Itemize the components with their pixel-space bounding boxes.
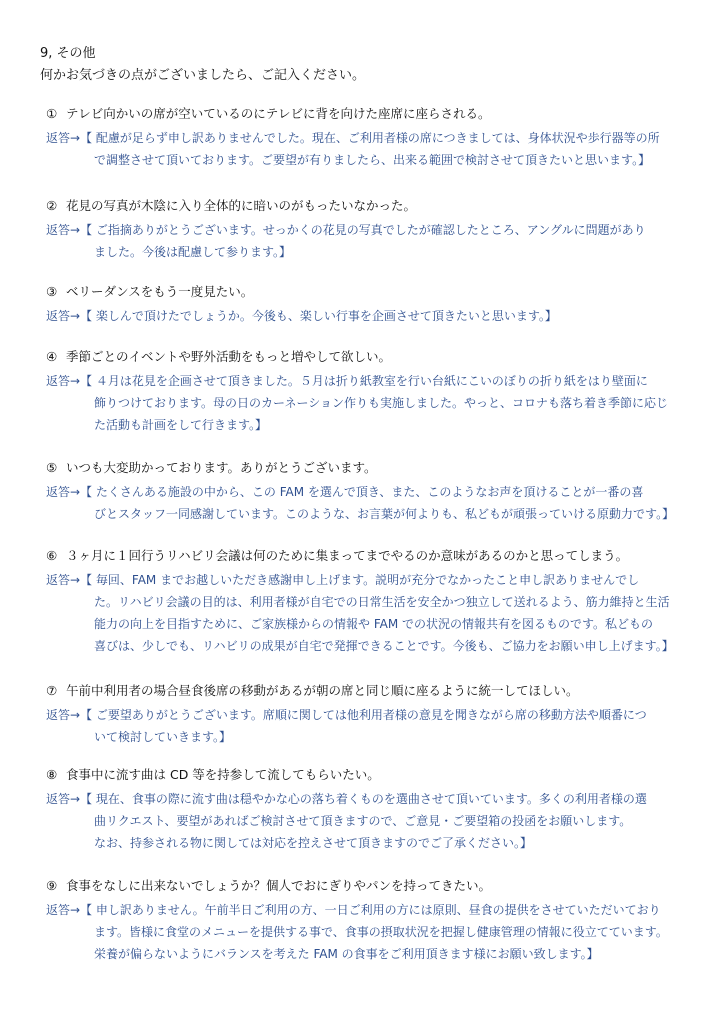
answer-line xyxy=(46,127,686,149)
answer-line xyxy=(46,788,686,810)
answer-line xyxy=(46,414,686,436)
question-text: 季節ごとのイベントや野外活動をもっと増やして欲しい。 xyxy=(66,349,392,364)
answer-text: ます。皆様に食堂のメニューを提供する事で、食事の摂取状況を把握し健康管理の情報に役立てています。 xyxy=(94,925,668,939)
feedback-question xyxy=(46,106,491,122)
question-number: ⑦ xyxy=(46,683,58,698)
answer-text: ました。今後は配慮して参ります。】 xyxy=(94,245,292,259)
answer-text: 栄養が偏らないようにバランスを考えた FAM の食事をご利用頂きます様にお願い致します。】 xyxy=(94,947,599,961)
answer-text: 楽しんで頂けたでしょうか。今後も、楽しい行事を企画させて頂きたいと思います。】 xyxy=(95,309,557,323)
feedback-question xyxy=(46,548,628,564)
feedback-answer xyxy=(46,481,686,525)
answer-text: 曲リクエスト、要望があればご検討させて頂きますので、ご意見・ご要望箱の投函をお願いします。 xyxy=(94,814,632,828)
feedback-answer xyxy=(46,788,686,854)
answer-line xyxy=(46,481,686,503)
answer-line xyxy=(46,943,686,965)
answer-text: 飾りつけております。母の日のカーネーション作りも実施しました。やっと、コロナも落ち着き季節に応じ xyxy=(94,396,668,410)
answer-label: 返答→【 xyxy=(46,903,93,917)
feedback-answer xyxy=(46,899,686,965)
answer-line xyxy=(46,503,686,525)
feedback-question xyxy=(46,198,416,214)
feedback-question xyxy=(46,878,491,894)
question-text: 食事中に流す曲は CD 等を持参して流してもらいたい。 xyxy=(66,767,380,782)
question-text: いつも大変助かっております。ありがとうございます。 xyxy=(66,460,377,475)
answer-line xyxy=(46,149,686,171)
answer-text: たくさんある施設の中から、この FAM を選んで頂き、また、このようなお声を頂けることが一番の喜 xyxy=(95,485,644,499)
question-text: ３ヶ月に１回行うリハビリ会議は何のために集まってまでやるのか意味があるのかと思ってしまう。 xyxy=(66,548,629,563)
question-number: ⑥ xyxy=(46,548,58,563)
answer-line xyxy=(46,810,686,832)
feedback-question xyxy=(46,349,391,365)
answer-line xyxy=(46,219,686,241)
answer-line xyxy=(46,370,686,392)
answer-text: ご指摘ありがとうございます。せっかくの花見の写真でしたが確認したところ、アングルに問題があり xyxy=(95,223,646,237)
question-number: ⑧ xyxy=(46,767,58,782)
answer-line xyxy=(46,613,686,635)
question-number: ④ xyxy=(46,349,58,364)
answer-line xyxy=(46,241,686,263)
answer-text: 喜びは、少しでも、リハビリの成果が自宅で発揮できることです。今後も、ご協力をお願い申し上げます。】 xyxy=(94,639,674,653)
feedback-answer xyxy=(46,569,686,657)
answer-text: 能力の向上を目指すために、ご家族様からの情報や FAM での状況の情報共有を図るものです。私どもの xyxy=(94,617,654,631)
answer-text: 申し訳ありません。午前半日ご利用の方、一日ご利用の方には原則、昼食の提供をさせていただいており xyxy=(95,903,661,917)
feedback-answer xyxy=(46,305,686,327)
question-text: ベリーダンスをもう一度見たい。 xyxy=(66,284,254,299)
answer-line xyxy=(46,591,686,613)
answer-label: 返答→【 xyxy=(46,309,93,323)
feedback-question xyxy=(46,284,253,300)
question-text: 花見の写真が木陰に入り全体的に暗いのがもったいなかった。 xyxy=(66,198,417,213)
feedback-answer xyxy=(46,704,686,748)
answer-text: ４月は花見を企画させて頂きました。５月は折り紙教室を行い台紙にこいのぼりの折り紙をはり壁面に xyxy=(95,374,648,388)
answer-text: びとスタッフ一同感謝しています。このような、お言葉が何よりも、私どもが頑張っていける原動力です。】 xyxy=(94,507,675,521)
question-number: ① xyxy=(46,106,58,121)
answer-line xyxy=(46,704,686,726)
answer-text: 配慮が足らず申し訳ありませんでした。現在、ご利用者様の席につきましては、身体状況や歩行器等の所 xyxy=(95,131,660,145)
feedback-answer xyxy=(46,370,686,436)
answer-line xyxy=(46,726,686,748)
answer-line xyxy=(46,899,686,921)
feedback-question xyxy=(46,767,380,783)
answer-text: ご要望ありがとうございます。席順に関しては他利用者様の意見を聞きながら席の移動方法や順番につ xyxy=(95,708,647,722)
answer-line xyxy=(46,392,686,414)
question-number: ⑨ xyxy=(46,878,58,893)
feedback-question xyxy=(46,683,579,699)
answer-text: 毎回、FAM までお越しいただき感謝申し上げます。説明が充分でなかったこと申し訳ありませんでし xyxy=(95,573,640,587)
answer-label: 返答→【 xyxy=(46,131,93,145)
answer-text: た活動も計画をして行きます。】 xyxy=(94,418,268,432)
answer-text: なお、持参される物に関しては対応を控えさせて頂きますのでご了承ください。】 xyxy=(94,836,533,850)
answer-line xyxy=(46,569,686,591)
answer-text: 現在、食事の際に流す曲は穏やかな心の落ち着くものを選曲させて頂いています。多くの利用者様の選 xyxy=(95,792,647,806)
answer-label: 返答→【 xyxy=(46,223,93,237)
question-text: 午前中利用者の場合昼食後席の移動があるが朝の席と同じ順に座るように統一してほしい。 xyxy=(66,683,579,698)
feedback-answer xyxy=(46,219,686,263)
question-number: ② xyxy=(46,198,58,213)
question-text: 食事をなしに出来ないでしょうか？個人でおにぎりやパンを持ってきたい。 xyxy=(66,878,492,893)
answer-text: た。リハビリ会議の目的は、利用者様が自宅での日常生活を安全かつ独立して送れるよう、筋力維持と生活 xyxy=(94,595,670,609)
answer-label: 返答→【 xyxy=(46,792,93,806)
section-title: 9, その他 xyxy=(40,46,96,61)
answer-line xyxy=(46,921,686,943)
question-number: ③ xyxy=(46,284,58,299)
section-intro: 何かお気づきの点がございましたら、ご記入ください。 xyxy=(40,68,366,83)
feedback-answer xyxy=(46,127,686,171)
answer-label: 返答→【 xyxy=(46,573,93,587)
answer-line xyxy=(46,305,686,327)
answer-line xyxy=(46,832,686,854)
question-number: ⑤ xyxy=(46,460,58,475)
answer-line xyxy=(46,635,686,657)
answer-text: いて検討していきます。】 xyxy=(94,730,232,744)
question-text: テレビ向かいの席が空いているのにテレビに背を向けた座席に座らされる。 xyxy=(66,106,491,121)
answer-label: 返答→【 xyxy=(46,374,93,388)
feedback-question xyxy=(46,460,377,476)
answer-text: で調整させて頂いております。ご要望が有りましたら、出来る範囲で検討させて頂きたいと思います。】 xyxy=(94,153,651,167)
answer-label: 返答→【 xyxy=(46,485,93,499)
answer-label: 返答→【 xyxy=(46,708,93,722)
